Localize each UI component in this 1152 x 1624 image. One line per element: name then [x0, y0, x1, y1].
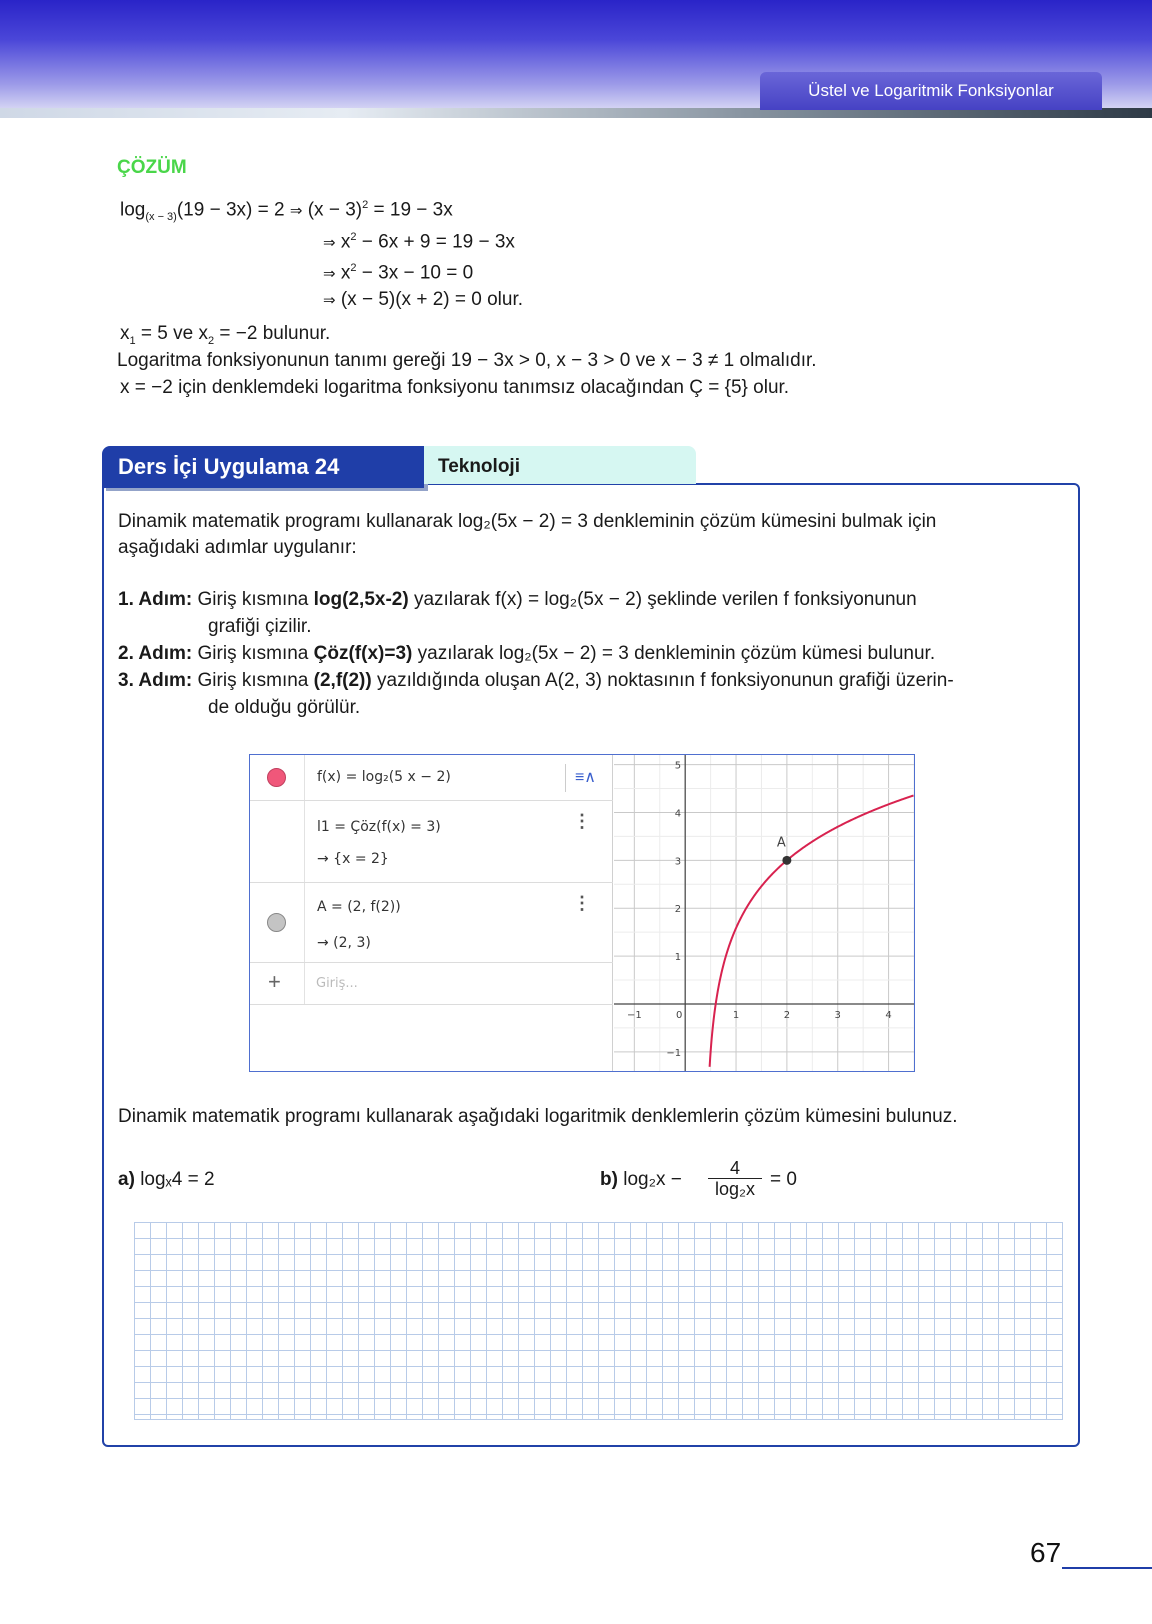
point-a-label: A — [776, 835, 786, 851]
y-tick-label: 4 — [674, 808, 682, 820]
algebra-view — [250, 755, 613, 1071]
algebra-row-f[interactable] — [250, 755, 613, 801]
algebra-expr-solve: l1 = Çöz(f(x) = 3) — [317, 819, 441, 835]
solution-line-7: x = −2 için denklemdeki logaritma fonksiyonu tanımsız olacağından Ç = {5} olur. — [120, 377, 790, 398]
fraction-numerator: 4 — [729, 1158, 740, 1178]
activity-title: Ders İçi Uygulama 24 — [102, 446, 424, 488]
y-tick-label: 3 — [674, 856, 682, 868]
activity-intro-2: aşağıdaki adımlar uygulanır: — [118, 537, 357, 558]
add-icon[interactable]: + — [268, 969, 281, 994]
more-menu-icon[interactable]: ⋮ — [573, 893, 591, 913]
y-tick-label: −1 — [666, 1047, 682, 1059]
x-tick-label: 2 — [783, 1009, 791, 1021]
more-menu-icon[interactable]: ⋮ — [573, 811, 591, 831]
step-3: 3. Adım: Giriş kısmına (2,f(2)) yazıldığında oluşan A(2, 3) noktasının f fonksiyonunun grafiği üzerin- — [118, 670, 954, 691]
y-tick-label: 2 — [674, 904, 682, 916]
y-tick-label: 5 — [674, 760, 682, 772]
geogebra-window — [249, 754, 915, 1072]
solution-line-6: Logaritma fonksiyonunun tanımı gereği 19 − 3x > 0, x − 3 > 0 ve x − 3 ≠ 1 olmalıdır. — [117, 350, 817, 371]
input-bar[interactable]: Giriş... — [316, 976, 358, 991]
x-tick-label: 4 — [885, 1009, 892, 1021]
activity-intro-1: Dinamik matematik programı kullanarak log₂(5x − 2) = 3 denkleminin çözüm kümesini bulmak için — [118, 511, 937, 532]
page-number-rule — [1062, 1567, 1152, 1569]
step-3-cont: de olduğu görülür. — [208, 697, 361, 718]
solution-line-1: $\log_{(x - 3)}(19 - 3x) = 2$ ⇒ $(x - 3)^2 = 19 - 3x$ — [120, 199, 453, 224]
question-b-right: = 0 — [770, 1169, 797, 1190]
algebra-output-solve: → {x = 2} — [317, 851, 389, 867]
solution-title: ÇÖZÜM — [117, 157, 187, 178]
fraction-denominator: log₂x — [708, 1178, 762, 1199]
solution-line-4: ⇒ (x − 5)(x + 2) = 0 olur. — [323, 289, 524, 310]
visibility-dot-f[interactable] — [267, 768, 286, 787]
algebra-input-row[interactable] — [250, 963, 613, 1005]
step-1: 1. Adım: Giriş kısmına log(2,5x-2) yazılarak f(x) = log₂(5x − 2) şeklinde verilen f fonksiyonunun — [118, 589, 917, 610]
axes — [614, 755, 914, 1071]
algebra-row-point[interactable] — [250, 883, 613, 963]
step-2: 2. Adım: Giriş kısmına Çöz(f(x)=3) yazılarak log₂(5x − 2) = 3 denkleminin çözüm kümesi bulunur. — [118, 643, 936, 664]
step-1-cont: grafiği çizilir. — [208, 616, 312, 637]
answer-grid[interactable] — [134, 1222, 1063, 1420]
algebra-expr-f: f(x) = log₂(5 x − 2) — [317, 769, 451, 785]
activity-tag: Teknoloji — [424, 446, 696, 484]
algebra-expr-point: A = (2, f(2)) — [317, 899, 401, 915]
question-a: a) logₓ4 = 2 — [118, 1169, 215, 1190]
algebra-output-point: → (2, 3) — [317, 935, 371, 951]
page-number: 67 — [1030, 1537, 1062, 1568]
grid — [614, 755, 914, 1071]
graphics-view[interactable] — [614, 755, 914, 1071]
x-tick-label: 0 — [675, 1009, 683, 1021]
visibility-dot-a[interactable] — [267, 913, 286, 932]
question-b: b) log₂x − — [600, 1169, 682, 1190]
solution-line-3: ⇒ $x^2 - 3x - 10 = 0$ — [323, 262, 474, 284]
algebra-row-solve[interactable] — [250, 801, 613, 883]
chapter-title: Üstel ve Logaritmik Fonksiyonlar — [760, 72, 1102, 110]
question-b-fraction — [708, 1158, 762, 1199]
x-tick-label: 1 — [732, 1009, 740, 1021]
tick-labels — [627, 761, 892, 1059]
task-text: Dinamik matematik programı kullanarak aşağıdaki logaritmik denklemlerin çözüm kümesini bulunuz. — [118, 1106, 958, 1127]
style-bar-icon[interactable]: ≡∧ — [565, 764, 605, 792]
solution-line-5: $x_1 = 5$ ve $x_2 = -2$ bulunur. — [120, 323, 331, 347]
x-tick-label: 3 — [834, 1009, 841, 1021]
y-tick-label: 1 — [674, 952, 682, 964]
solution-line-2: ⇒ $x^2 - 6x + 9 = 19 - 3x$ — [323, 231, 515, 253]
x-tick-label: −1 — [626, 1009, 642, 1021]
point-a[interactable] — [782, 856, 791, 865]
